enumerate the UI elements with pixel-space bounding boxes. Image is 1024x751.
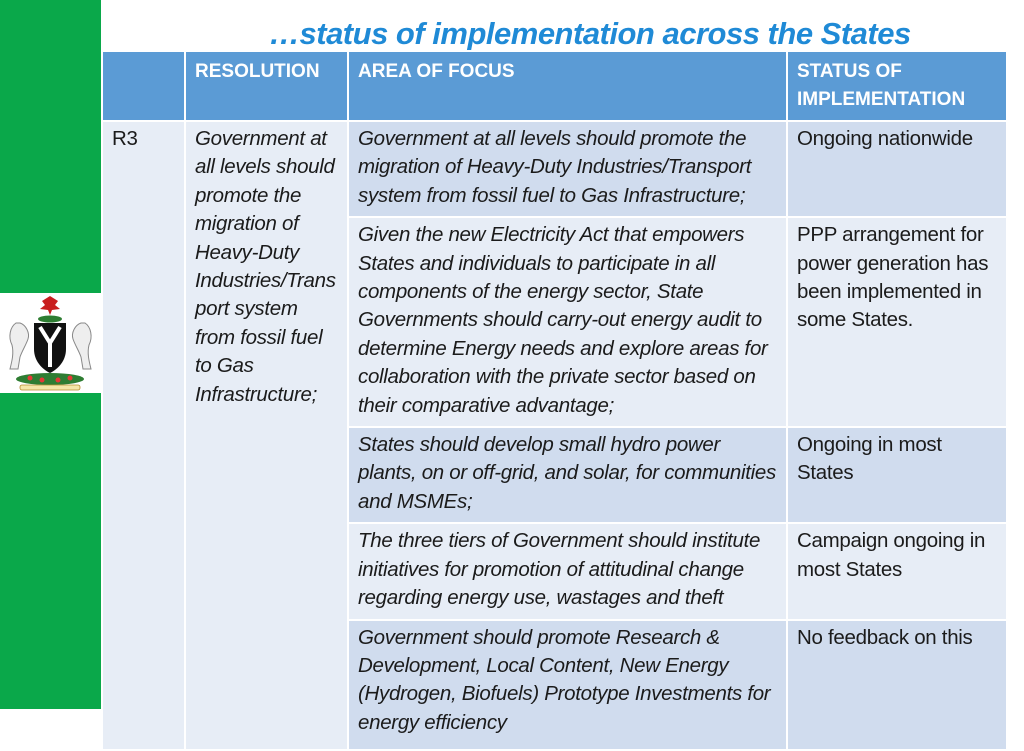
table-row [102, 121, 1007, 217]
header-status: STATUS OF IMPLEMENTATION [787, 51, 1007, 121]
resolution-text-cell: Government at all levels should promote the migration of Heavy-Duty Industries/Trans port system from fossil fuel to Gas Infrastructure; [185, 121, 348, 750]
slide-title: …status of implementation across the States [269, 16, 911, 51]
table-header-row [102, 51, 1007, 121]
area-of-focus-cell: Government at all levels should promote the migration of Heavy-Duty Industries/Transport system from fossil fuel to Gas Infrastructure; [348, 121, 787, 217]
header-blank [102, 51, 185, 121]
header-resolution: RESOLUTION [185, 51, 348, 121]
area-of-focus-cell: States should develop small hydro power plants, on or off-grid, and solar, for communities and MSMEs; [348, 427, 787, 523]
implementation-status-table [101, 50, 1008, 751]
header-area-of-focus: AREA OF FOCUS [348, 51, 787, 121]
area-of-focus-cell: The three tiers of Government should institute initiatives for promotion of attitudinal change regarding energy use, wastages and theft [348, 523, 787, 619]
area-of-focus-cell: Government should promote Research & Development, Local Content, New Energy (Hydrogen, Biofuels) Prototype Investments for energy efficiency [348, 620, 787, 750]
status-cell: No feedback on this [787, 620, 1007, 750]
status-cell: PPP arrangement for power generation has been implemented in some States. [787, 217, 1007, 427]
status-cell: Campaign ongoing in most States [787, 523, 1007, 619]
status-cell: Ongoing nationwide [787, 121, 1007, 217]
area-of-focus-cell: Given the new Electricity Act that empowers States and individuals to participate in all components of the energy sector, State Governments should carry-out energy audit to determine Energy needs and explore areas for collaboration with the private sector based on their comparative advantage; [348, 217, 787, 427]
coat-of-arms-icon [0, 293, 101, 393]
status-cell: Ongoing in most States [787, 427, 1007, 523]
resolution-id-cell: R3 [102, 121, 185, 750]
